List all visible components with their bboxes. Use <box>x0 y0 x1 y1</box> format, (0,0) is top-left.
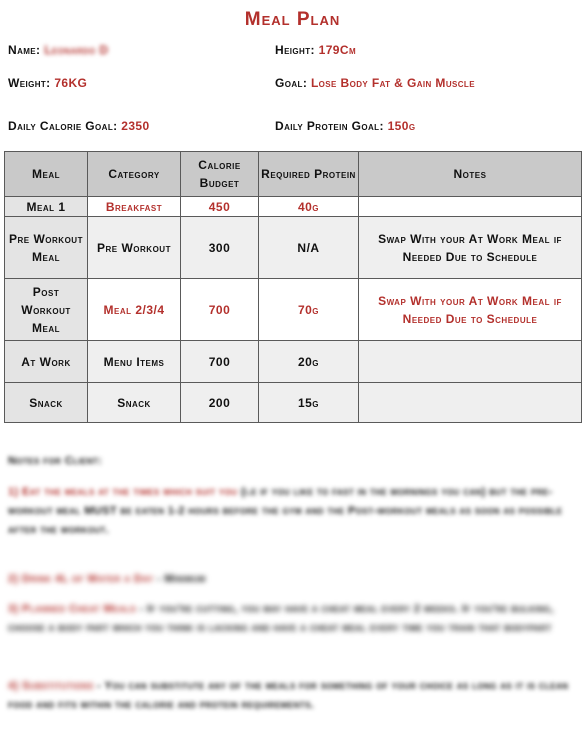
note-1-highlight: 1) Eat the meals at the times which suit you <box>8 486 238 498</box>
calorie-cell: 200 <box>181 383 259 423</box>
calorie-cell: 700 <box>181 341 259 383</box>
notes-cell <box>359 341 582 383</box>
meal-plan-table <box>4 151 582 423</box>
height-field <box>275 43 356 57</box>
header-notes: Notes <box>359 152 582 197</box>
calorie-cell: 450 <box>181 197 259 217</box>
name-label: Name: <box>8 43 41 57</box>
table-row <box>5 217 582 279</box>
header-meal: Meal <box>5 152 88 197</box>
meal-cell: Meal 1 <box>5 197 88 217</box>
header-calorie-budget: Calorie Budget <box>181 152 259 197</box>
name-value: Leonardo D <box>44 43 109 57</box>
weight-label: Weight: <box>8 76 51 90</box>
note-1 <box>8 483 578 540</box>
goal-label: Goal: <box>275 76 308 90</box>
note-3-highlight: 3) Planned Cheat Meals <box>8 603 137 615</box>
meal-cell: Pre Workout Meal <box>5 217 88 279</box>
notes-heading: Notes for Client: <box>8 455 103 467</box>
notes-cell: Swap With your At Work Meal if Needed Due to Schedule <box>359 279 582 341</box>
calorie-goal-label: Daily Calorie Goal: <box>8 119 118 133</box>
protein-goal-value: 150g <box>387 119 416 133</box>
protein-cell: 20g <box>259 341 359 383</box>
weight-field <box>8 76 87 90</box>
protein-cell: N/A <box>259 217 359 279</box>
category-cell: Menu Items <box>88 341 181 383</box>
table-row <box>5 341 582 383</box>
protein-goal-label: Daily Protein Goal: <box>275 119 384 133</box>
height-label: Height: <box>275 43 315 57</box>
weight-value: 76KG <box>54 76 88 90</box>
protein-goal-field <box>275 119 415 133</box>
notes-cell <box>359 197 582 217</box>
note-4-text: - You can substitute any of the meals for something of your choice as long as it is clean food and fits within the calorie and protein requirements. <box>8 680 569 711</box>
header-required-protein: Required Protein <box>259 152 359 197</box>
meal-cell: At Work <box>5 341 88 383</box>
category-cell: Pre Workout <box>88 217 181 279</box>
table-row <box>5 197 582 217</box>
name-field <box>8 43 108 57</box>
goal-value: Lose Body Fat & Gain Muscle <box>310 76 475 90</box>
protein-cell: 40g <box>259 197 359 217</box>
calorie-cell: 700 <box>181 279 259 341</box>
calorie-goal-field <box>8 119 150 133</box>
note-2 <box>8 570 578 589</box>
protein-cell: 15g <box>259 383 359 423</box>
note-1-text: (i.e if you like to fast in the mornings you can) but the pre-workout meal MUST be eaten 1-2 hours before the gym and the Post-workout meals as soon as possible after the workout. <box>8 486 563 536</box>
category-cell: Snack <box>88 383 181 423</box>
category-cell: Breakfast <box>88 197 181 217</box>
protein-cell: 70g <box>259 279 359 341</box>
note-4-highlight: 4) Substitutions <box>8 680 94 692</box>
meal-cell: Post Workout Meal <box>5 279 88 341</box>
header-category: Category <box>88 152 181 197</box>
notes-cell <box>359 383 582 423</box>
meal-cell: Snack <box>5 383 88 423</box>
table-row <box>5 279 582 341</box>
height-value: 179Cm <box>318 43 357 57</box>
category-cell: Meal 2/3/4 <box>88 279 181 341</box>
table-row <box>5 383 582 423</box>
note-3-text: - If you're cutting, you may have a cheat meal every 2 weeks. If you're bulking, choose a body part which you think is lacking and have a cheat meal every time you train that bodypart <box>8 603 554 634</box>
goal-field <box>275 76 475 90</box>
calorie-cell: 300 <box>181 217 259 279</box>
note-2-text: - Minimum <box>153 573 206 585</box>
notes-cell: Swap With your At Work Meal if Needed Due to Schedule <box>359 217 582 279</box>
calorie-goal-value: 2350 <box>121 119 150 133</box>
note-2-highlight: 2) Drink 4L of Water a Day <box>8 573 154 585</box>
table-header-row <box>5 152 582 197</box>
note-3 <box>8 600 578 638</box>
page-title: Meal Plan <box>244 9 341 30</box>
note-4 <box>8 677 578 715</box>
